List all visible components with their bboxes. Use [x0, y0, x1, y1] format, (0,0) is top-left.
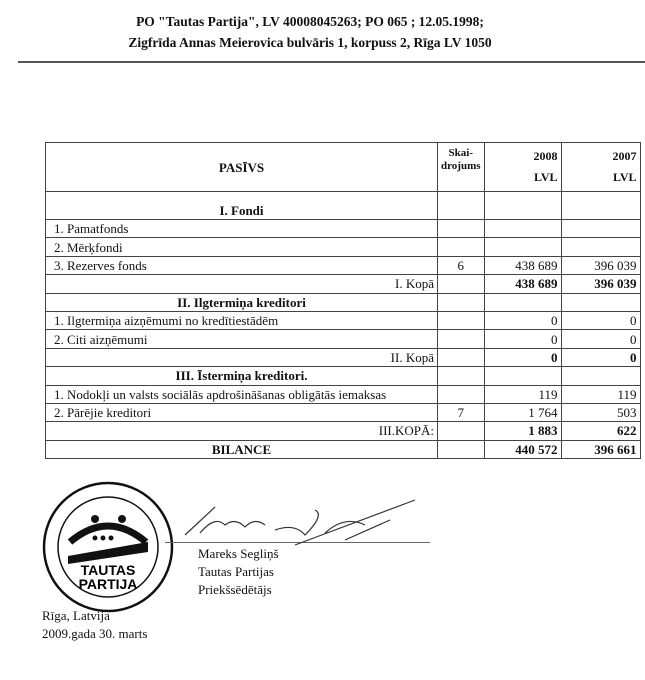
row-2008: 0: [484, 311, 561, 329]
row-label: 2. Mērķfondi: [46, 238, 438, 256]
balance-2007: 396 661: [561, 440, 640, 458]
section-title: III. Īstermiņa kreditori.: [46, 367, 438, 385]
section-title: I. Fondi: [46, 192, 438, 220]
row-note: [438, 238, 485, 256]
place: Rīga, Latvija: [42, 608, 110, 623]
year-2008: 2008: [533, 149, 558, 163]
row-note: [438, 330, 485, 348]
unit-2007: LVL: [612, 170, 637, 184]
total-2008: 1 883: [484, 422, 561, 440]
row-2007: 396 039: [561, 256, 640, 274]
row-label: 1. Nodokļi un valsts sociālās apdrošināšanas obligātās iemaksas: [46, 385, 438, 403]
date: 2009.gada 30. marts: [42, 626, 148, 641]
row-note: 6: [438, 256, 485, 274]
row-2007: [561, 238, 640, 256]
row-note: [438, 311, 485, 329]
signatory-name: Mareks Segliņš: [198, 546, 279, 561]
balance-table: [45, 142, 641, 459]
row-2008: 0: [484, 330, 561, 348]
total-label: III.KOPĀ:: [46, 422, 438, 440]
row-2008: 1 764: [484, 403, 561, 421]
col-label: PASĪVS: [46, 143, 438, 192]
signatory-title: Priekšsēdētājs: [198, 582, 272, 597]
row-2007: [561, 220, 640, 238]
table-row: [46, 220, 641, 238]
col-2008: [484, 143, 561, 192]
total-label: II. Kopā: [46, 348, 438, 366]
row-label: 1. Ilgtermiņa aizņēmumi no kredītiestādēm: [46, 311, 438, 329]
svg-text:TAUTAS: TAUTAS: [80, 562, 136, 578]
row-2007: 503: [561, 403, 640, 421]
header-rule: [18, 61, 645, 63]
section-title: II. Ilgtermiņa kreditori: [46, 293, 438, 311]
total-2007: 396 039: [561, 275, 640, 293]
total-row: [46, 422, 641, 440]
row-2007: 0: [561, 330, 640, 348]
section-row: [46, 192, 641, 220]
year-2007: 2007: [612, 149, 637, 163]
signatory-org: Tautas Partijas: [198, 564, 274, 579]
header-line-2: Zigfrīda Annas Meierovica bulvāris 1, korpuss 2, Rīga LV 1050: [128, 35, 492, 50]
total-label: I. Kopā: [46, 275, 438, 293]
table-row: [46, 238, 641, 256]
table-row: [46, 311, 641, 329]
party-stamp: [40, 480, 180, 615]
col-note-1: Skai-: [448, 147, 473, 159]
row-label: 1. Pamatfonds: [46, 220, 438, 238]
row-2008: 438 689: [484, 256, 561, 274]
row-note: [438, 385, 485, 403]
row-2008: 119: [484, 385, 561, 403]
total-2008: 0: [484, 348, 561, 366]
col-note-2: drojums: [441, 160, 481, 172]
balance-2008: 440 572: [484, 440, 561, 458]
row-label: 3. Rezerves fonds: [46, 256, 438, 274]
row-2008: [484, 238, 561, 256]
table-header-row: [46, 143, 641, 192]
balance-label: BILANCE: [46, 440, 438, 458]
row-2007: 0: [561, 311, 640, 329]
col-note: [438, 143, 485, 192]
section-row: [46, 293, 641, 311]
svg-text:PARTIJA: PARTIJA: [78, 576, 138, 592]
total-2007: 622: [561, 422, 640, 440]
table-row: [46, 256, 641, 274]
row-label: 2. Pārējie kreditori: [46, 403, 438, 421]
table-row: [46, 385, 641, 403]
total-2007: 0: [561, 348, 640, 366]
section-row: [46, 367, 641, 385]
header-line-1: PO "Tautas Partija", LV 40008045263; PO 065 ; 12.05.1998;: [136, 14, 484, 29]
unit-2008: LVL: [533, 170, 558, 184]
table-row: [46, 403, 641, 421]
balance-row: [46, 440, 641, 458]
row-note: 7: [438, 403, 485, 421]
table-row: [46, 330, 641, 348]
col-2007: [561, 143, 640, 192]
total-row: [46, 348, 641, 366]
row-label: 2. Citi aizņēmumi: [46, 330, 438, 348]
row-2008: [484, 220, 561, 238]
total-row: [46, 275, 641, 293]
row-2007: 119: [561, 385, 640, 403]
total-2008: 438 689: [484, 275, 561, 293]
row-note: [438, 220, 485, 238]
